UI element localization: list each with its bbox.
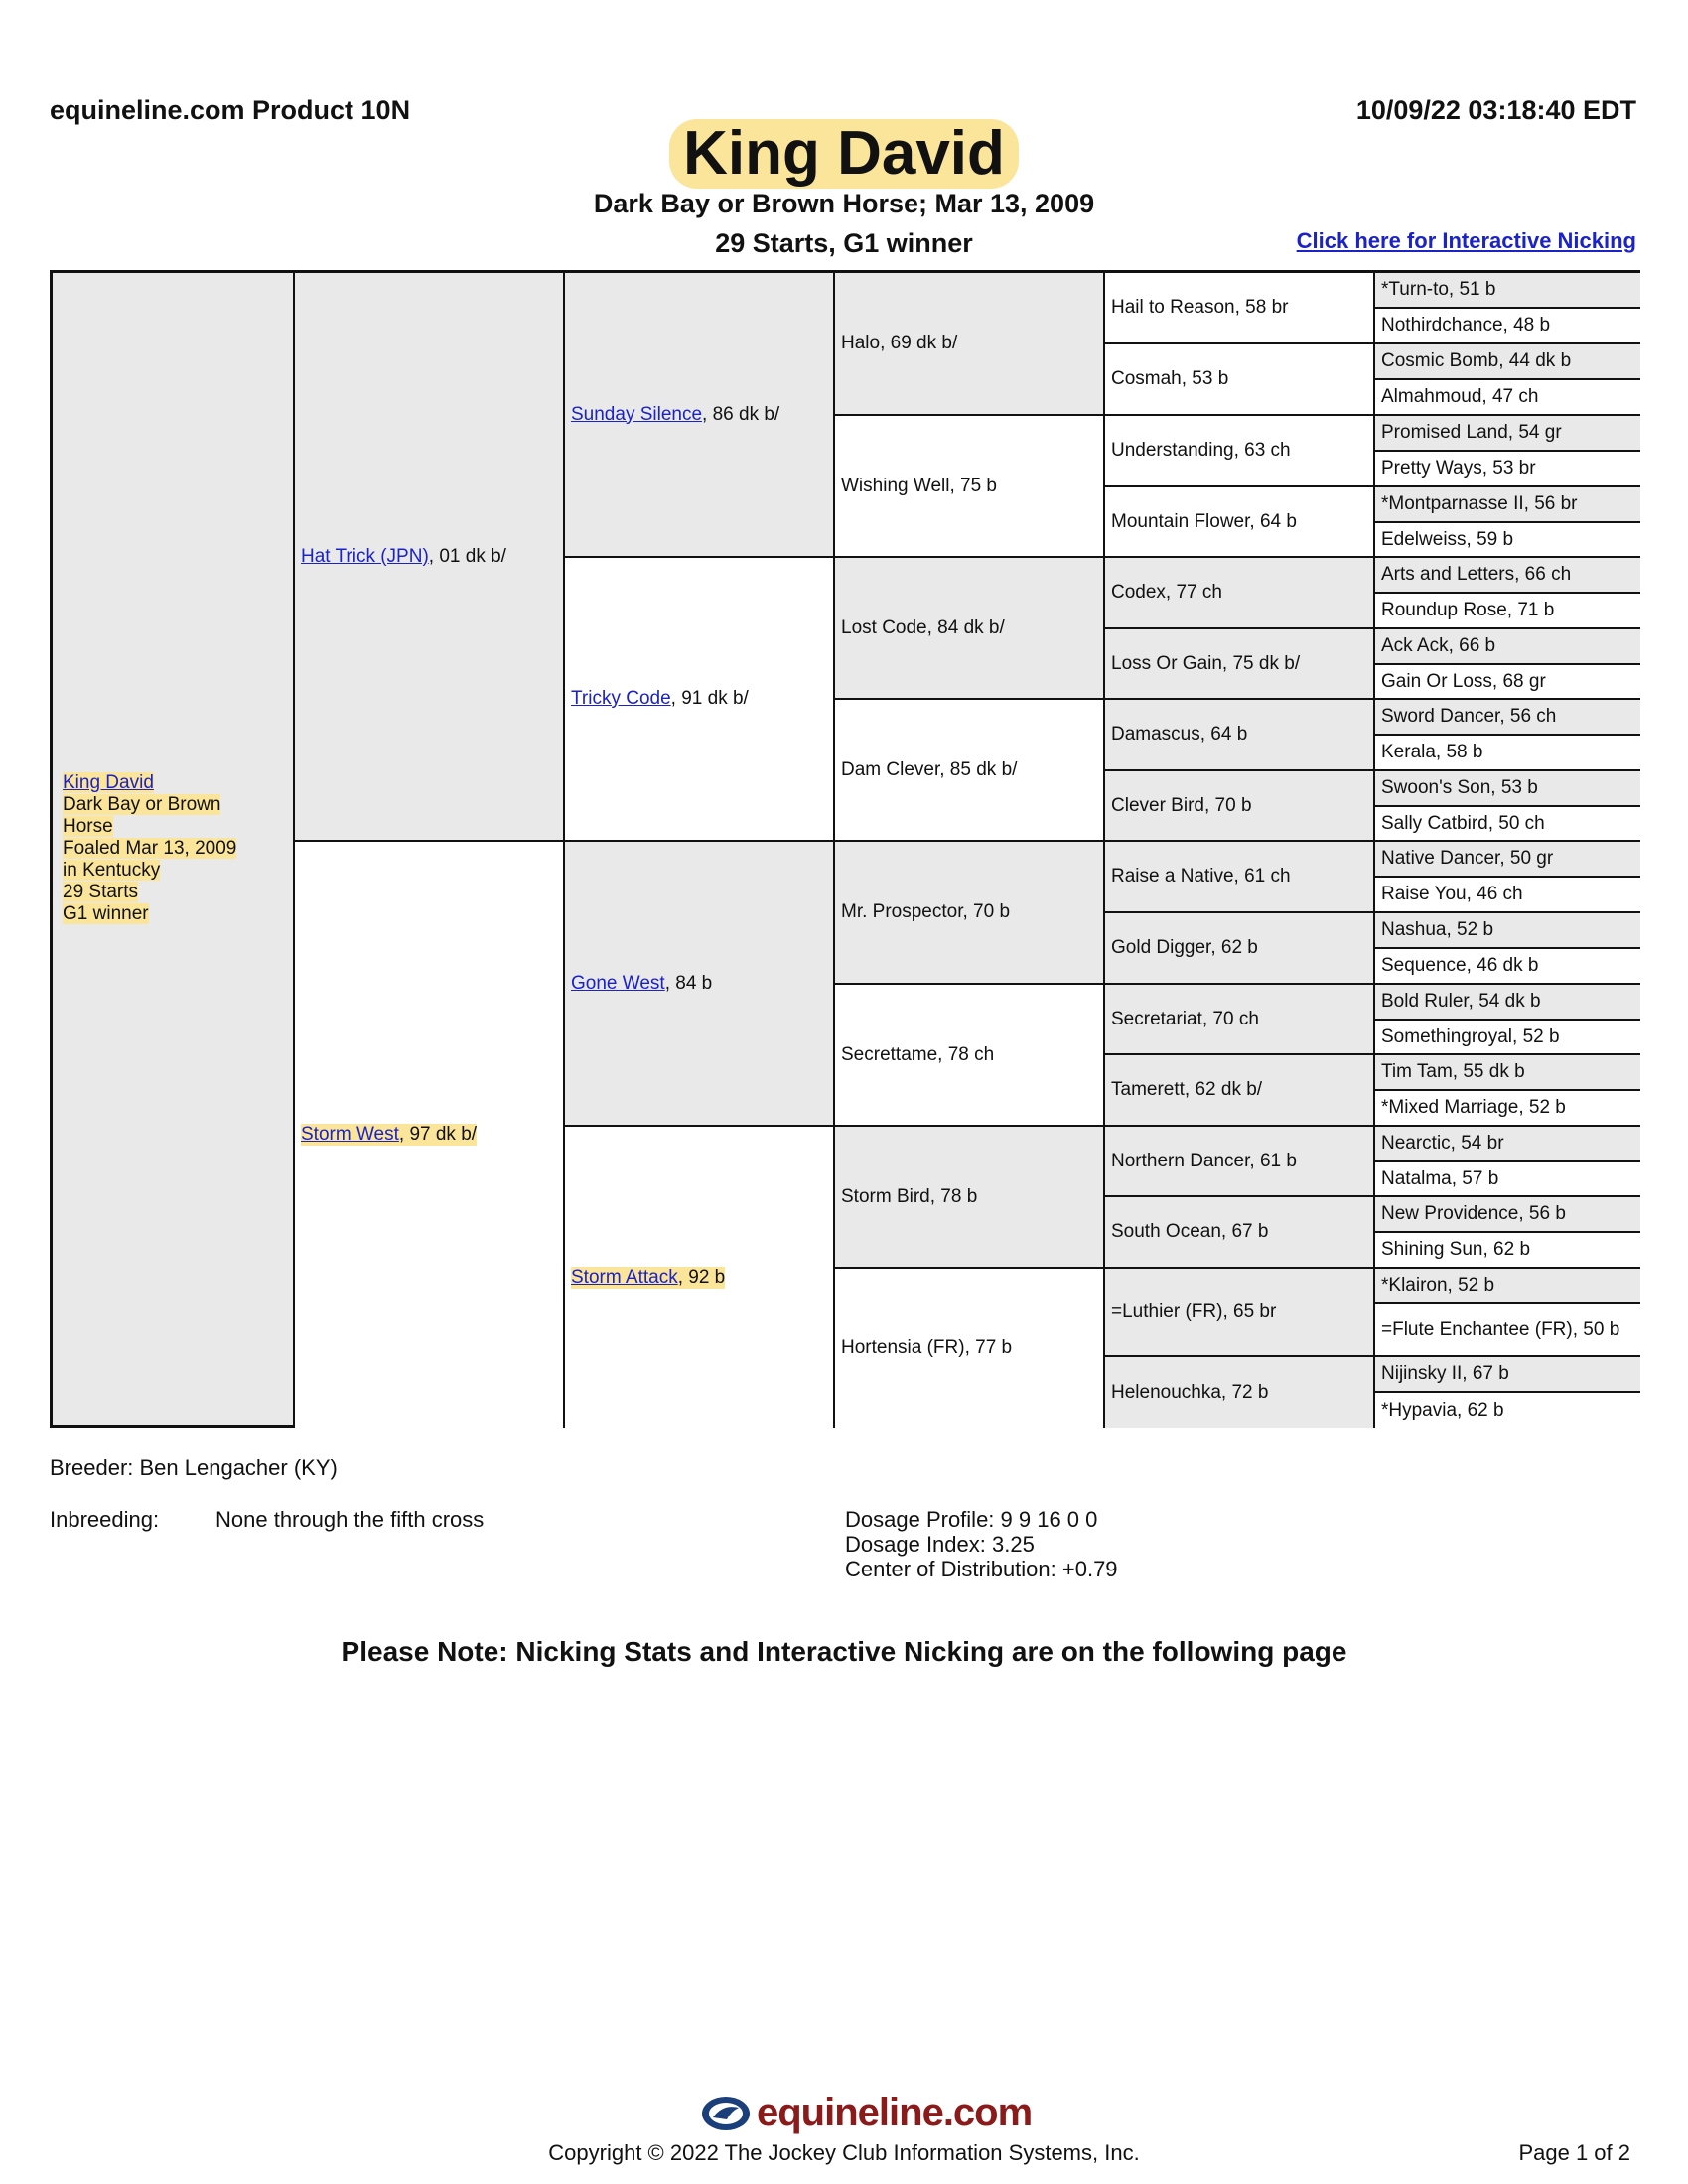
gen4-cell: Tamerett, 62 dk b/ bbox=[1105, 1055, 1375, 1127]
gen5-cell: Shining Sun, 62 b bbox=[1375, 1233, 1640, 1269]
gen5-cell: *Klairon, 52 b bbox=[1375, 1269, 1640, 1304]
pedigree-chart bbox=[50, 270, 1640, 1428]
gen4-cell: Cosmah, 53 b bbox=[1105, 344, 1375, 416]
sire-info: , 01 dk b/ bbox=[428, 545, 506, 567]
gen2-link[interactable]: Tricky Code bbox=[571, 688, 671, 709]
gen5-cell: *Mixed Marriage, 52 b bbox=[1375, 1091, 1640, 1127]
subject-line: 29 Starts bbox=[63, 882, 139, 902]
gen5-cell: Promised Land, 54 gr bbox=[1375, 416, 1640, 452]
gen5-cell: Edelweiss, 59 b bbox=[1375, 523, 1640, 558]
gen4-cell: Loss Or Gain, 75 dk b/ bbox=[1105, 629, 1375, 700]
gen3-cell: Lost Code, 84 dk b/ bbox=[835, 558, 1105, 700]
gen5-cell: Nijinsky II, 67 b bbox=[1375, 1357, 1640, 1393]
gen5-cell: Arts and Letters, 66 ch bbox=[1375, 558, 1640, 594]
gen3-cell: Wishing Well, 75 b bbox=[835, 416, 1105, 558]
dosage-index: Dosage Index: 3.25 bbox=[845, 1532, 1035, 1557]
gen5-cell: Ack Ack, 66 b bbox=[1375, 629, 1640, 665]
dam-link[interactable]: Storm West bbox=[301, 1124, 399, 1145]
gen5-cell: Natalma, 57 b bbox=[1375, 1162, 1640, 1197]
dosage-block bbox=[845, 1507, 1118, 1581]
interactive-nicking-link[interactable]: Click here for Interactive Nicking bbox=[1296, 228, 1636, 253]
gen2-link[interactable]: Storm Attack bbox=[571, 1266, 678, 1288]
gen5-cell: Roundup Rose, 71 b bbox=[1375, 594, 1640, 629]
gen5-cell: Sally Catbird, 50 ch bbox=[1375, 807, 1640, 842]
gen4-cell: Raise a Native, 61 ch bbox=[1105, 842, 1375, 913]
copyright: Copyright © 2022 The Jockey Club Information Systems, Inc. bbox=[548, 2140, 1140, 2165]
gen5-cell: Raise You, 46 ch bbox=[1375, 878, 1640, 913]
gen2-link[interactable]: Sunday Silence bbox=[571, 403, 703, 425]
page-number: Page 1 of 2 bbox=[1518, 2140, 1630, 2165]
gen4-cell: Mountain Flower, 64 b bbox=[1105, 487, 1375, 558]
gen4-cell: Northern Dancer, 61 b bbox=[1105, 1127, 1375, 1197]
subject-name-link[interactable]: King David bbox=[63, 772, 154, 793]
dam-info: , 97 dk b/ bbox=[398, 1124, 478, 1145]
gen5-cell: *Hypavia, 62 b bbox=[1375, 1393, 1640, 1428]
gen5-cell: Bold Ruler, 54 dk b bbox=[1375, 985, 1640, 1021]
gen2-info: , 84 b bbox=[664, 972, 713, 994]
gen5-cell: Gain Or Loss, 68 gr bbox=[1375, 665, 1640, 700]
gen3-cell: Halo, 69 dk b/ bbox=[835, 273, 1105, 416]
subject-line: Dark Bay or Brown bbox=[63, 794, 221, 815]
equineline-logo bbox=[701, 2091, 1032, 2135]
gen4-cell: =Luthier (FR), 65 br bbox=[1105, 1269, 1375, 1357]
sire-link[interactable]: Hat Trick (JPN) bbox=[301, 545, 429, 567]
gen5-cell: Swoon's Son, 53 b bbox=[1375, 771, 1640, 807]
gen4-cell: Gold Digger, 62 b bbox=[1105, 913, 1375, 985]
gen2-link[interactable]: Gone West bbox=[571, 972, 665, 994]
subject-line: in Kentucky bbox=[63, 860, 161, 881]
gen4-cell: Codex, 77 ch bbox=[1105, 558, 1375, 629]
gen4-cell: Secretariat, 70 ch bbox=[1105, 985, 1375, 1055]
center-of-distribution: Center of Distribution: +0.79 bbox=[845, 1557, 1118, 1581]
logo-text: equineline.com bbox=[757, 2091, 1033, 2134]
dosage-profile: Dosage Profile: 9 9 16 0 0 bbox=[845, 1507, 1098, 1532]
product-label: equineline.com Product 10N bbox=[50, 95, 411, 125]
gen2-cell bbox=[565, 1127, 835, 1428]
sire-cell bbox=[295, 273, 565, 842]
nicking-note: Please Note: Nicking Stats and Interactive Nicking are on the following page bbox=[341, 1636, 1347, 1667]
gen5-cell: Sequence, 46 dk b bbox=[1375, 949, 1640, 985]
gen2-info: , 86 dk b/ bbox=[702, 403, 780, 425]
dam-cell bbox=[295, 842, 565, 1428]
gen4-cell: Understanding, 63 ch bbox=[1105, 416, 1375, 487]
gen5-cell: Nashua, 52 b bbox=[1375, 913, 1640, 949]
inbreeding-value: None through the fifth cross bbox=[215, 1507, 485, 1532]
gen5-cell: Sword Dancer, 56 ch bbox=[1375, 700, 1640, 736]
gen5-cell: *Turn-to, 51 b bbox=[1375, 273, 1640, 309]
gen5-cell: =Flute Enchantee (FR), 50 b bbox=[1375, 1304, 1640, 1357]
gen4-cell: Clever Bird, 70 b bbox=[1105, 771, 1375, 842]
subject-line: G1 winner bbox=[63, 903, 149, 924]
gen5-cell: Almahmoud, 47 ch bbox=[1375, 380, 1640, 416]
gen4-cell: Damascus, 64 b bbox=[1105, 700, 1375, 771]
gen3-cell: Dam Clever, 85 dk b/ bbox=[835, 700, 1105, 842]
gen5-cell: Tim Tam, 55 dk b bbox=[1375, 1055, 1640, 1091]
gen5-cell: Somethingroyal, 52 b bbox=[1375, 1021, 1640, 1055]
gen2-info: , 91 dk b/ bbox=[670, 688, 749, 709]
gen5-cell: Pretty Ways, 53 br bbox=[1375, 452, 1640, 487]
gen4-cell: South Ocean, 67 b bbox=[1105, 1197, 1375, 1269]
gen4-cell: Helenouchka, 72 b bbox=[1105, 1357, 1375, 1428]
gen5-cell: Native Dancer, 50 gr bbox=[1375, 842, 1640, 878]
subject-cell bbox=[53, 273, 295, 1425]
horse-description: Dark Bay or Brown Horse; Mar 13, 2009 bbox=[593, 189, 1095, 218]
gen2-info: , 92 b bbox=[677, 1266, 726, 1288]
gen3-cell: Mr. Prospector, 70 b bbox=[835, 842, 1105, 985]
horse-record: 29 Starts, G1 winner bbox=[715, 228, 973, 258]
gen3-cell: Hortensia (FR), 77 b bbox=[835, 1269, 1105, 1428]
gen5-cell: *Montparnasse II, 56 br bbox=[1375, 487, 1640, 523]
gen5-cell: Cosmic Bomb, 44 dk b bbox=[1375, 344, 1640, 380]
gen5-cell: Kerala, 58 b bbox=[1375, 736, 1640, 771]
gen2-cell bbox=[565, 273, 835, 558]
subject-line: Foaled Mar 13, 2009 bbox=[63, 838, 237, 859]
horse-title: King David bbox=[669, 119, 1019, 189]
gen2-cell bbox=[565, 558, 835, 842]
breeder-text: Breeder: Ben Lengacher (KY) bbox=[50, 1455, 338, 1480]
inbreeding-label: Inbreeding: bbox=[50, 1507, 160, 1532]
gen5-cell: New Providence, 56 b bbox=[1375, 1197, 1640, 1233]
gen5-cell: Nearctic, 54 br bbox=[1375, 1127, 1640, 1162]
horse-emblem-icon bbox=[701, 2094, 751, 2133]
gen4-cell: Hail to Reason, 58 br bbox=[1105, 273, 1375, 344]
gen3-cell: Secrettame, 78 ch bbox=[835, 985, 1105, 1127]
subject-line: Horse bbox=[63, 816, 113, 837]
gen3-cell: Storm Bird, 78 b bbox=[835, 1127, 1105, 1269]
gen2-cell bbox=[565, 842, 835, 1127]
gen5-cell: Nothirdchance, 48 b bbox=[1375, 309, 1640, 344]
timestamp: 10/09/22 03:18:40 EDT bbox=[1355, 95, 1636, 125]
